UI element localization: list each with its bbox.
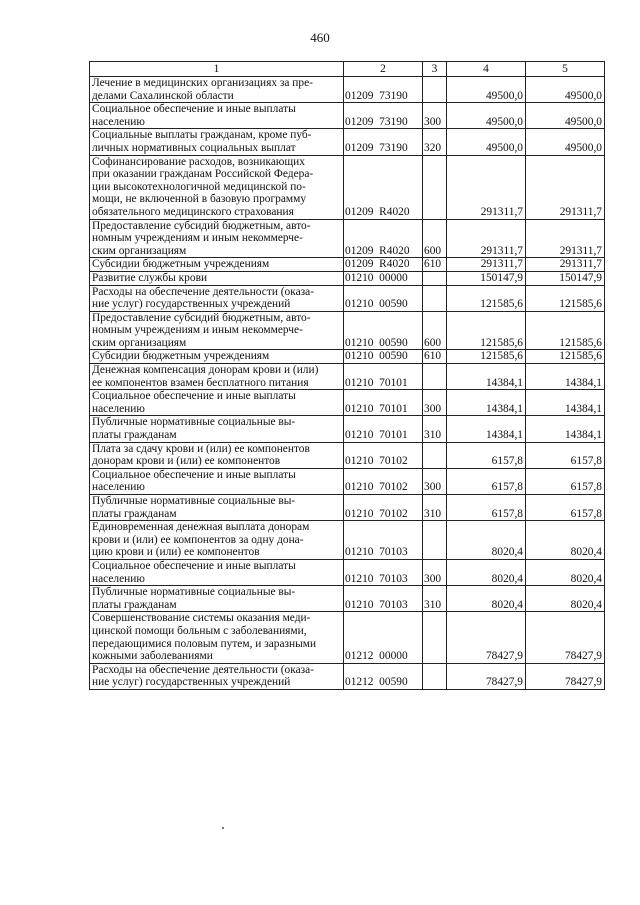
row-vr-code: 320 xyxy=(423,129,447,155)
row-vr-code xyxy=(423,364,447,390)
row-name: Единовременная денежная выплата донорам крови и (или) ее компонентов за одну дона- цию крови и (или) ее компонентов xyxy=(90,521,344,560)
row-amount-2: 8020,4 xyxy=(526,521,605,560)
table-row xyxy=(90,468,605,494)
column-header-5: 5 xyxy=(526,62,605,77)
row-amount-2: 121585,6 xyxy=(526,350,605,364)
table-row xyxy=(90,350,605,364)
table-row xyxy=(90,612,605,663)
row-code: 01210 70103 xyxy=(344,521,423,560)
row-amount-1: 14384,1 xyxy=(447,364,526,390)
row-vr-code: 600 xyxy=(423,311,447,350)
row-code: 01210 00590 xyxy=(344,311,423,350)
row-code: 01210 00000 xyxy=(344,271,423,285)
table-row xyxy=(90,390,605,416)
table-row xyxy=(90,416,605,442)
row-name: Денежная компенсация донорам крови и (или) ее компонентов взамен бесплатного питания xyxy=(90,364,344,390)
row-name: Предоставление субсидий бюджетным, авто- номным учреждениям и иным некоммерче- ским организациям xyxy=(90,311,344,350)
row-name: Социальные выплаты гражданам, кроме пуб- личных нормативных социальных выплат xyxy=(90,129,344,155)
row-amount-2: 121585,6 xyxy=(526,285,605,311)
row-amount-1: 6157,8 xyxy=(447,468,526,494)
row-name: Социальное обеспечение и иные выплаты населению xyxy=(90,390,344,416)
row-vr-code: 310 xyxy=(423,495,447,521)
row-amount-2: 291311,7 xyxy=(526,155,605,219)
row-code: 01209 R4020 xyxy=(344,219,423,258)
row-vr-code: 310 xyxy=(423,416,447,442)
row-name: Совершенствование системы оказания меди- цинской помощи больным с заболеваниями, передающимися половым путем, и заразными кожными заболеваниями xyxy=(90,612,344,663)
column-header-2: 2 xyxy=(344,62,423,77)
row-code: 01210 00590 xyxy=(344,285,423,311)
row-amount-2: 291311,7 xyxy=(526,258,605,272)
row-vr-code: 610 xyxy=(423,350,447,364)
row-amount-2: 8020,4 xyxy=(526,559,605,585)
row-code: 01210 00590 xyxy=(344,350,423,364)
row-vr-code: 610 xyxy=(423,258,447,272)
row-code: 01210 70102 xyxy=(344,495,423,521)
row-code: 01210 70103 xyxy=(344,586,423,612)
row-amount-2: 49500,0 xyxy=(526,129,605,155)
row-code: 01210 70102 xyxy=(344,442,423,468)
row-code: 01210 70103 xyxy=(344,559,423,585)
row-amount-1: 8020,4 xyxy=(447,521,526,560)
row-amount-2: 49500,0 xyxy=(526,103,605,129)
row-vr-code xyxy=(423,442,447,468)
row-amount-1: 6157,8 xyxy=(447,442,526,468)
row-code: 01209 R4020 xyxy=(344,258,423,272)
row-amount-1: 49500,0 xyxy=(447,103,526,129)
row-vr-code: 300 xyxy=(423,390,447,416)
row-amount-1: 78427,9 xyxy=(447,663,526,689)
row-amount-2: 6157,8 xyxy=(526,468,605,494)
row-amount-2: 8020,4 xyxy=(526,586,605,612)
table-row xyxy=(90,311,605,350)
row-amount-2: 14384,1 xyxy=(526,416,605,442)
budget-table xyxy=(89,61,605,690)
row-amount-1: 291311,7 xyxy=(447,258,526,272)
table-body xyxy=(90,62,605,690)
row-code: 01209 73190 xyxy=(344,103,423,129)
row-code: 01212 00000 xyxy=(344,612,423,663)
row-vr-code xyxy=(423,271,447,285)
row-code: 01210 70101 xyxy=(344,364,423,390)
row-amount-2: 150147,9 xyxy=(526,271,605,285)
row-code: 01209 73190 xyxy=(344,129,423,155)
row-amount-1: 49500,0 xyxy=(447,129,526,155)
table-row xyxy=(90,258,605,272)
row-vr-code xyxy=(423,285,447,311)
scan-speck xyxy=(222,827,224,829)
table-row xyxy=(90,285,605,311)
row-amount-1: 291311,7 xyxy=(447,155,526,219)
row-amount-2: 291311,7 xyxy=(526,219,605,258)
table-row xyxy=(90,77,605,103)
column-header-4: 4 xyxy=(447,62,526,77)
table-row xyxy=(90,521,605,560)
row-name: Социальное обеспечение и иные выплаты населению xyxy=(90,468,344,494)
row-amount-1: 8020,4 xyxy=(447,559,526,585)
row-name: Софинансирование расходов, возникающих при оказании гражданам Российской Федера- ции высокотехнологичной медицинской по- мощи, не включенной в базовую программу обязательного медицинского страхования xyxy=(90,155,344,219)
row-amount-2: 121585,6 xyxy=(526,311,605,350)
row-amount-1: 150147,9 xyxy=(447,271,526,285)
row-code: 01210 70101 xyxy=(344,416,423,442)
table-row xyxy=(90,495,605,521)
table-row xyxy=(90,663,605,689)
row-amount-1: 78427,9 xyxy=(447,612,526,663)
table-row xyxy=(90,219,605,258)
row-code: 01209 R4020 xyxy=(344,155,423,219)
row-vr-code: 600 xyxy=(423,219,447,258)
row-name: Социальное обеспечение и иные выплаты населению xyxy=(90,103,344,129)
row-amount-1: 121585,6 xyxy=(447,350,526,364)
row-code: 01212 00590 xyxy=(344,663,423,689)
row-name: Расходы на обеспечение деятельности (оказа- ние услуг) государственных учреждений xyxy=(90,285,344,311)
row-vr-code: 300 xyxy=(423,559,447,585)
row-amount-1: 6157,8 xyxy=(447,495,526,521)
row-code: 01210 70102 xyxy=(344,468,423,494)
row-amount-1: 49500,0 xyxy=(447,77,526,103)
row-amount-2: 78427,9 xyxy=(526,663,605,689)
table-row xyxy=(90,271,605,285)
row-amount-1: 121585,6 xyxy=(447,285,526,311)
column-header-3: 3 xyxy=(423,62,447,77)
row-vr-code: 310 xyxy=(423,586,447,612)
row-vr-code: 300 xyxy=(423,103,447,129)
row-amount-2: 6157,8 xyxy=(526,442,605,468)
table-row xyxy=(90,442,605,468)
row-vr-code xyxy=(423,77,447,103)
row-amount-1: 14384,1 xyxy=(447,416,526,442)
row-amount-1: 14384,1 xyxy=(447,390,526,416)
row-code: 01209 73190 xyxy=(344,77,423,103)
row-vr-code: 300 xyxy=(423,468,447,494)
row-amount-2: 14384,1 xyxy=(526,364,605,390)
row-vr-code xyxy=(423,521,447,560)
row-amount-2: 6157,8 xyxy=(526,495,605,521)
row-name: Плата за сдачу крови и (или) ее компонентов донорам крови и (или) ее компонентов xyxy=(90,442,344,468)
table-row xyxy=(90,586,605,612)
row-name: Развитие службы крови xyxy=(90,271,344,285)
column-number-row xyxy=(90,62,605,77)
table-row xyxy=(90,559,605,585)
row-amount-1: 8020,4 xyxy=(447,586,526,612)
row-name: Социальное обеспечение и иные выплаты населению xyxy=(90,559,344,585)
table-row xyxy=(90,155,605,219)
table-row xyxy=(90,364,605,390)
table-row xyxy=(90,103,605,129)
row-code: 01210 70101 xyxy=(344,390,423,416)
table-row xyxy=(90,129,605,155)
row-name: Предоставление субсидий бюджетным, авто- номным учреждениям и иным некоммерче- ским организациям xyxy=(90,219,344,258)
row-amount-1: 121585,6 xyxy=(447,311,526,350)
row-vr-code xyxy=(423,663,447,689)
row-name: Субсидии бюджетным учреждениям xyxy=(90,350,344,364)
row-vr-code xyxy=(423,155,447,219)
row-amount-1: 291311,7 xyxy=(447,219,526,258)
row-amount-2: 14384,1 xyxy=(526,390,605,416)
row-vr-code xyxy=(423,612,447,663)
row-name: Публичные нормативные социальные вы- платы гражданам xyxy=(90,586,344,612)
page-number: 460 xyxy=(310,30,330,45)
row-name: Лечение в медицинских организациях за пре- делами Сахалинской области xyxy=(90,77,344,103)
row-name: Публичные нормативные социальные вы- платы гражданам xyxy=(90,495,344,521)
column-header-1: 1 xyxy=(90,62,344,77)
row-name: Публичные нормативные социальные вы- платы гражданам xyxy=(90,416,344,442)
row-amount-2: 49500,0 xyxy=(526,77,605,103)
row-name: Субсидии бюджетным учреждениям xyxy=(90,258,344,272)
row-amount-2: 78427,9 xyxy=(526,612,605,663)
row-name: Расходы на обеспечение деятельности (оказа- ние услуг) государственных учреждений xyxy=(90,663,344,689)
